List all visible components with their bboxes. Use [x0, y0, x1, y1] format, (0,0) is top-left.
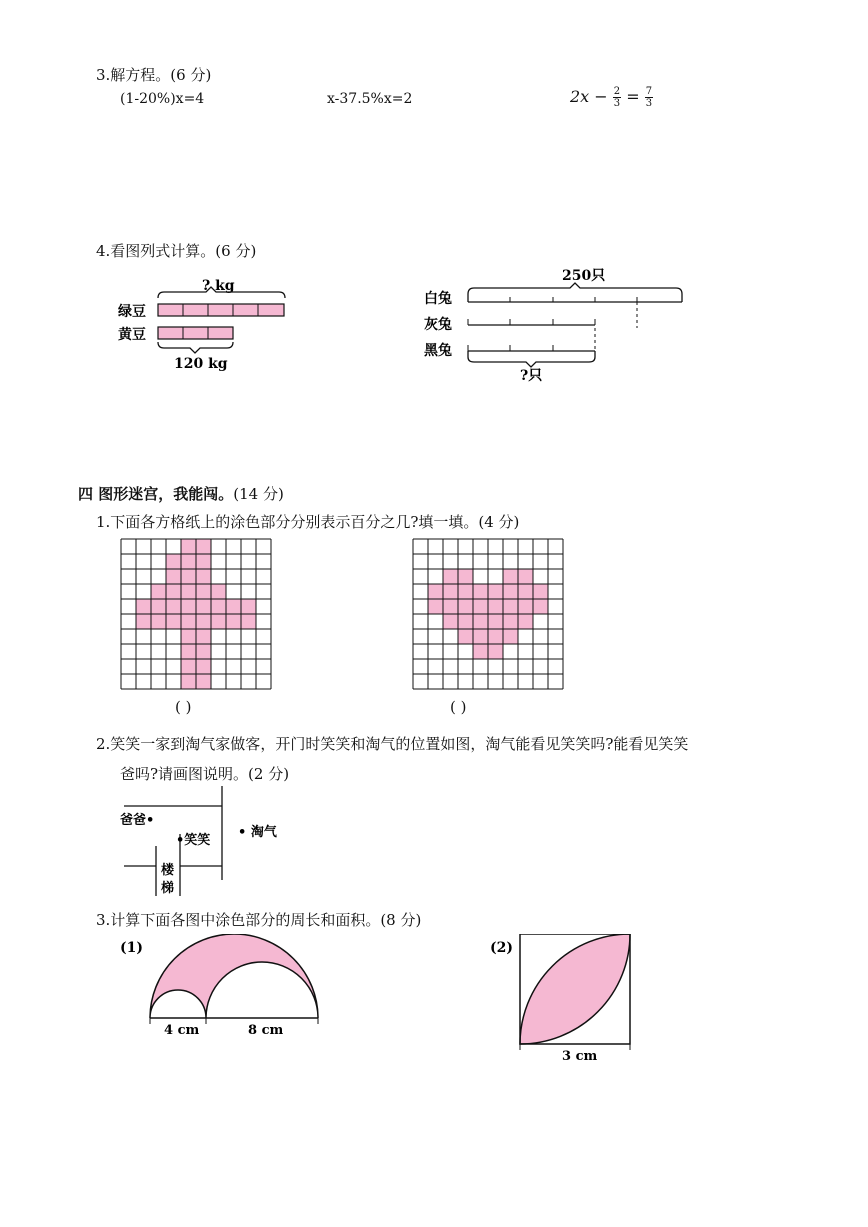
q4-title: 4.看图列式计算。(6 分): [96, 242, 257, 260]
shaded-cell: [488, 599, 503, 614]
rabbits-bottom-label: ?只: [520, 368, 543, 384]
shaded-cell: [196, 614, 211, 629]
figure-2-leaf: [488, 934, 638, 1068]
shaded-cell: [181, 644, 196, 659]
shaded-cell: [226, 614, 241, 629]
shaded-cell: [196, 599, 211, 614]
q3-title: 3.解方程。(6 分): [96, 66, 212, 84]
shaded-cell: [181, 659, 196, 674]
equation-2: x-37.5%x=2: [327, 91, 413, 107]
label-black-rabbit: 黑兔: [424, 343, 452, 359]
rabbits-top-label: 250只: [562, 268, 606, 284]
shaded-cell: [428, 599, 443, 614]
shaded-cell: [166, 584, 181, 599]
shaded-cell: [196, 674, 211, 689]
rabbits-bottom-brace: [468, 351, 595, 367]
shaded-cell: [443, 569, 458, 584]
beans-bar-diagram: [110, 272, 300, 374]
shaded-cell: [518, 614, 533, 629]
p1-title: 1.下面各方格纸上的涂色部分分别表示百分之几?填一填。(4 分): [96, 513, 520, 531]
beans-top-label: ? kg: [202, 278, 235, 294]
shaded-cell: [473, 584, 488, 599]
shaded-cell: [428, 584, 443, 599]
shaded-cell: [196, 629, 211, 644]
shaded-cell: [181, 599, 196, 614]
shaded-cell: [136, 614, 151, 629]
shaded-cell: [518, 584, 533, 599]
dad-position: 爸爸•: [120, 813, 155, 828]
shaded-cell: [181, 674, 196, 689]
fig1-shaded-region: [150, 934, 318, 1018]
shaded-cell: [181, 539, 196, 554]
equation-1: (1-20%)x=4: [120, 91, 205, 107]
shaded-cell: [196, 584, 211, 599]
label-grey-rabbit: 灰兔: [424, 317, 452, 333]
section-4-heading: 四 图形迷宫，我能闯。(14 分): [78, 485, 284, 503]
equation-3-left: 2x −: [570, 87, 608, 106]
shaded-cell: [443, 614, 458, 629]
shaded-cell: [151, 614, 166, 629]
answer-blank-left[interactable]: ( ): [175, 698, 192, 716]
shaded-cell: [181, 614, 196, 629]
figure-1-semicircles: [118, 934, 328, 1044]
stairs-label-2: 梯: [161, 881, 175, 896]
p2-line2: 爸吗?请画图说明。(2 分): [120, 765, 290, 783]
shaded-cell: [533, 584, 548, 599]
shaded-cell: [181, 629, 196, 644]
shaded-cell: [196, 554, 211, 569]
shaded-cell: [211, 614, 226, 629]
shaded-cell: [473, 629, 488, 644]
beans-bottom-brace: [158, 342, 233, 353]
shaded-cell: [503, 614, 518, 629]
door-position-diagram: [118, 784, 298, 900]
shaded-cell: [503, 599, 518, 614]
grid-heart-shape: [410, 536, 566, 692]
shaded-cell: [166, 599, 181, 614]
shaded-cell: [473, 599, 488, 614]
shaded-cell: [488, 644, 503, 659]
shaded-cell: [181, 584, 196, 599]
shaded-cell: [458, 584, 473, 599]
fig1-dim-8cm: 8 cm: [248, 1023, 284, 1038]
fig1-label: (1): [120, 940, 143, 956]
shaded-cell: [443, 599, 458, 614]
fraction-2-3: $\frac{2}{3}$: [613, 86, 621, 109]
shaded-cell: [136, 599, 151, 614]
shaded-cell: [151, 599, 166, 614]
shaded-cell: [488, 629, 503, 644]
shaded-cell: [196, 569, 211, 584]
rabbits-line-diagram: [420, 262, 690, 384]
soybean-bar: [158, 327, 233, 339]
label-soybean: 黄豆: [118, 327, 146, 343]
label-white-rabbit: 白兔: [424, 291, 452, 307]
shaded-cell: [166, 569, 181, 584]
mung-bean-bar: [158, 304, 284, 316]
p3-title: 3.计算下面各图中涂色部分的周长和面积。(8 分): [96, 911, 422, 929]
shaded-cell: [458, 569, 473, 584]
answer-blank-right[interactable]: ( ): [450, 698, 467, 716]
shaded-cell: [196, 539, 211, 554]
shaded-cell: [241, 599, 256, 614]
shaded-cell: [166, 554, 181, 569]
shaded-cell: [458, 629, 473, 644]
beans-bottom-label: 120 kg: [174, 356, 228, 372]
fig2-shaded-region: [520, 934, 630, 1044]
shaded-cell: [181, 569, 196, 584]
equation-3: [570, 86, 653, 109]
fig2-dim-3cm: 3 cm: [562, 1049, 598, 1064]
shaded-cell: [181, 554, 196, 569]
shaded-cell: [211, 584, 226, 599]
fig1-dim-4cm: 4 cm: [164, 1023, 200, 1038]
taoqi-position: • 淘气: [238, 825, 277, 840]
shaded-cell: [473, 644, 488, 659]
shaded-cell: [488, 584, 503, 599]
fig2-label: (2): [490, 940, 513, 956]
shaded-cell: [226, 599, 241, 614]
shaded-cell: [518, 599, 533, 614]
shaded-cell: [196, 644, 211, 659]
shaded-cell: [503, 629, 518, 644]
shaded-cell: [503, 569, 518, 584]
grid-cross-shape: [118, 536, 274, 692]
shaded-cell: [166, 614, 181, 629]
shaded-cell: [518, 569, 533, 584]
shaded-cell: [458, 614, 473, 629]
shaded-cell: [488, 614, 503, 629]
shaded-cell: [458, 599, 473, 614]
shaded-cell: [196, 659, 211, 674]
label-mung-bean: 绿豆: [118, 304, 146, 320]
shaded-cell: [473, 614, 488, 629]
shaded-cell: [533, 599, 548, 614]
rabbits-top-brace: [468, 283, 682, 302]
p2-line1: 2.笑笑一家到淘气家做客，开门时笑笑和淘气的位置如图，淘气能看见笑笑吗?能看见笑笑: [96, 735, 689, 753]
shaded-cell: [241, 614, 256, 629]
shaded-cell: [151, 584, 166, 599]
stairs-label-1: 楼: [161, 863, 175, 878]
shaded-cell: [211, 599, 226, 614]
shaded-cell: [443, 584, 458, 599]
shaded-cell: [503, 584, 518, 599]
xiaoxiao-position: •笑笑: [176, 833, 211, 848]
equals-sign: =: [626, 87, 640, 106]
fraction-7-3: $\frac{7}{3}$: [645, 86, 653, 109]
